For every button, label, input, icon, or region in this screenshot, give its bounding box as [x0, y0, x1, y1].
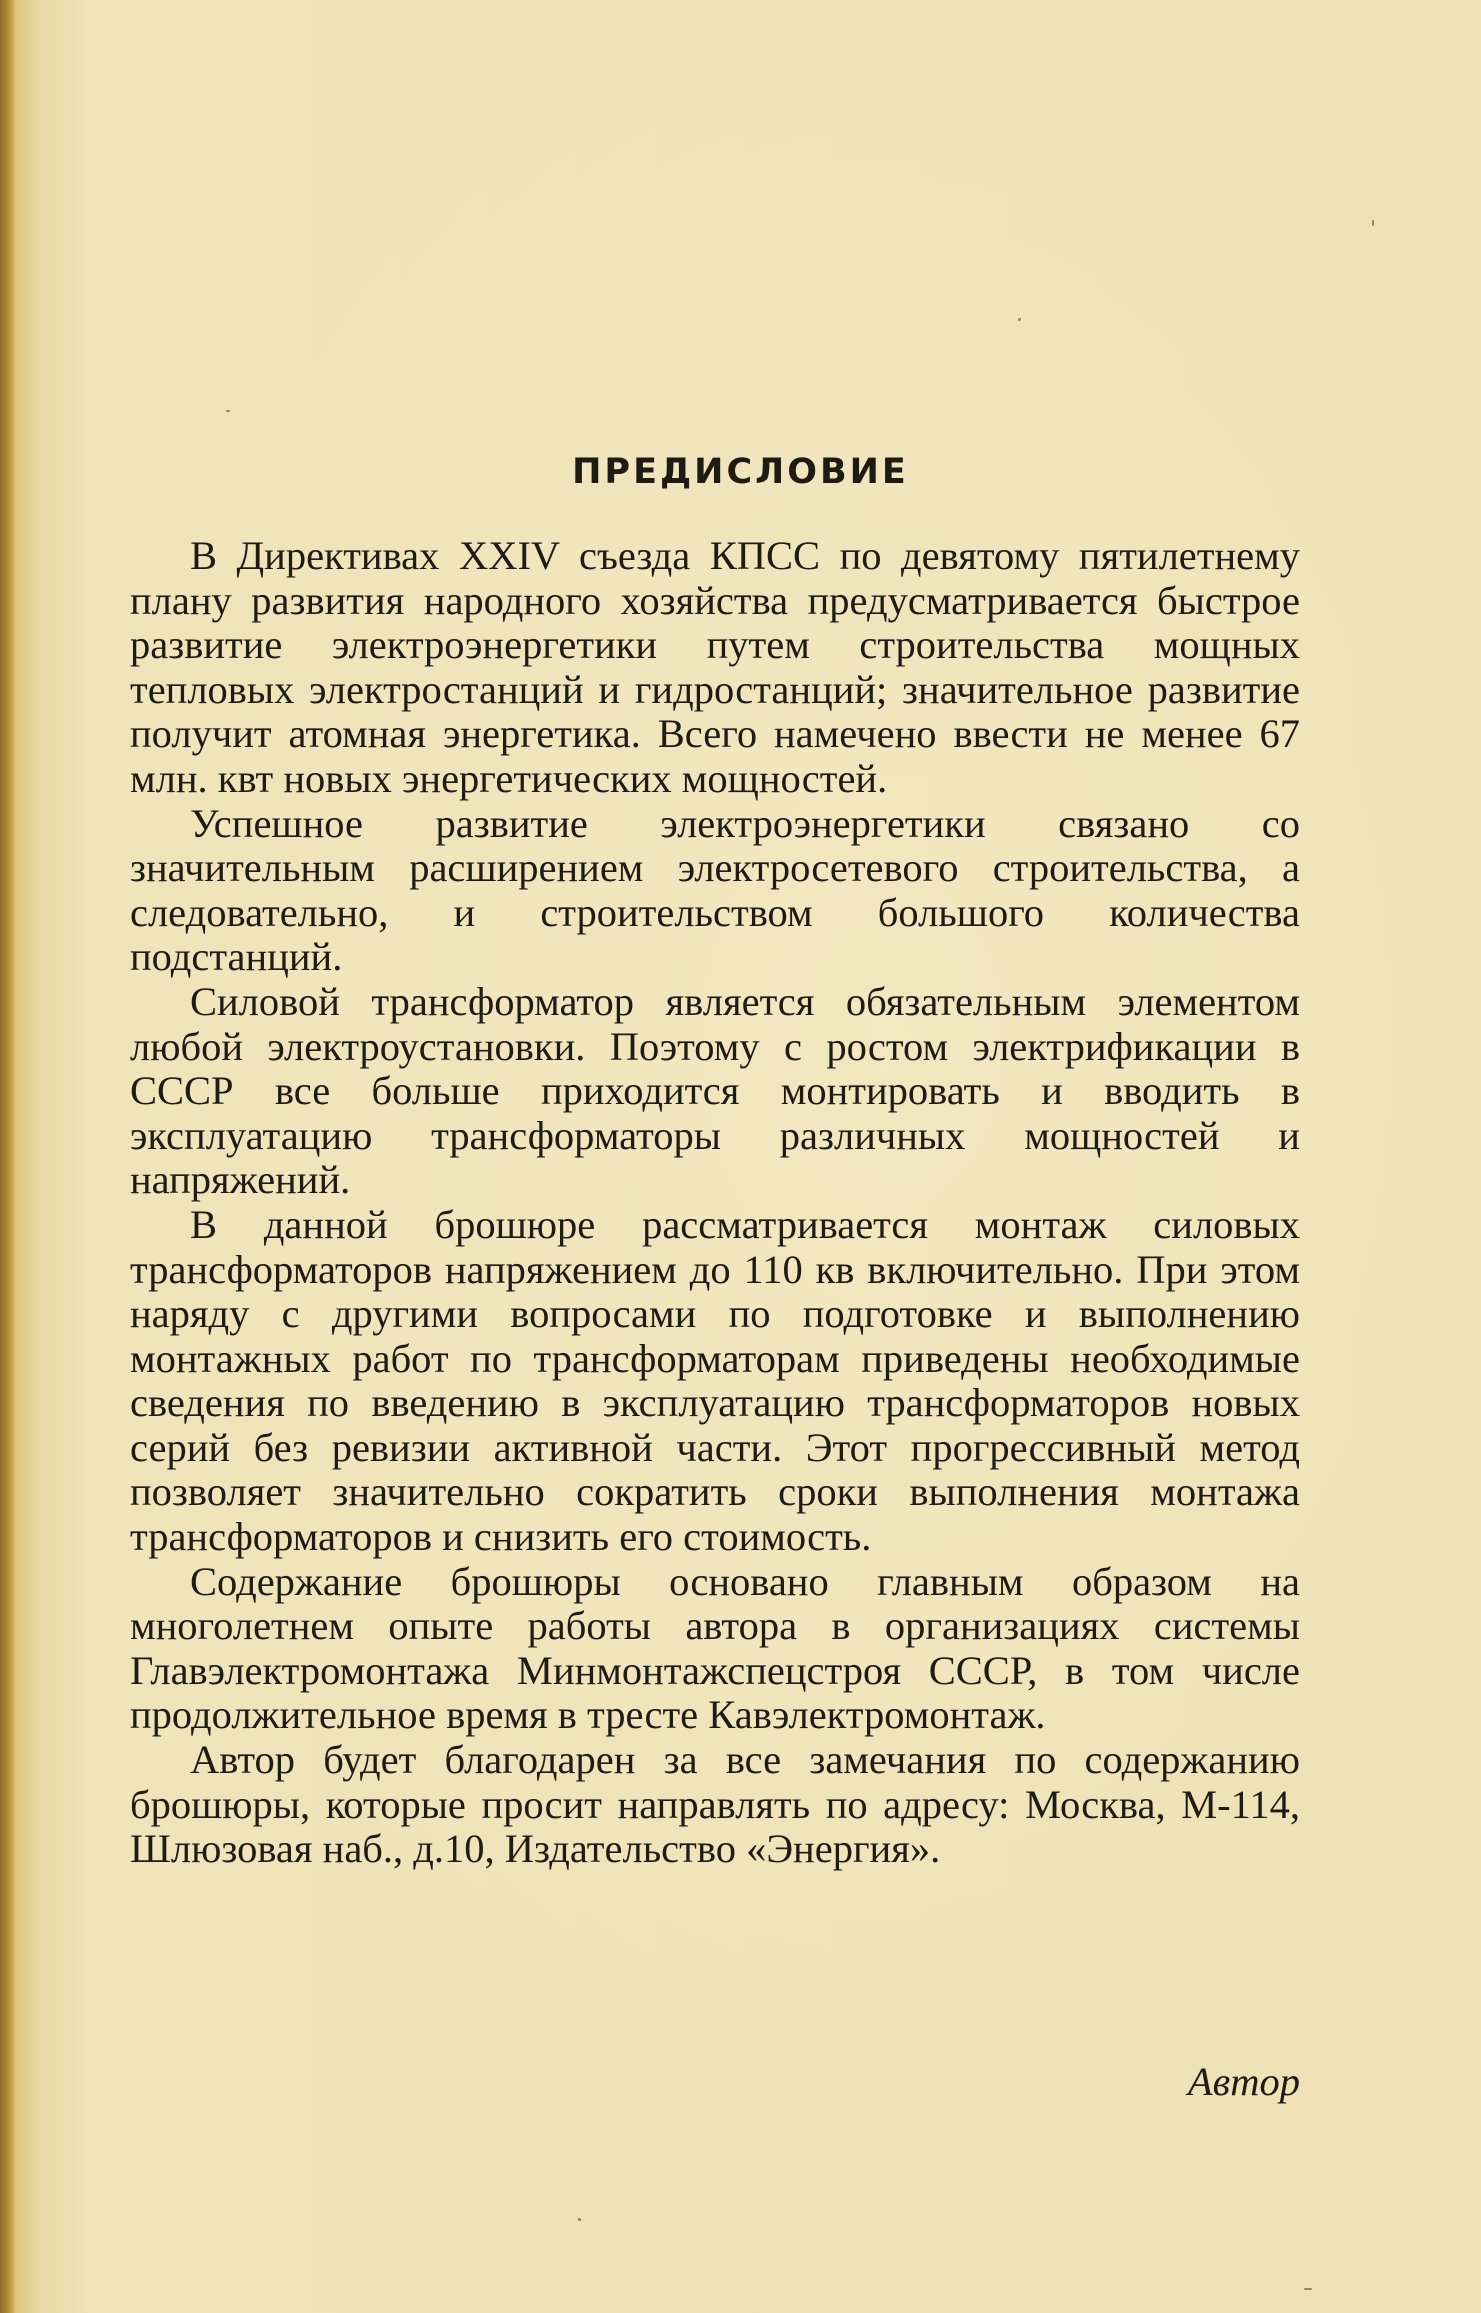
paper-speck	[226, 410, 230, 412]
preface-body	[130, 534, 1300, 1872]
paper-speck	[1372, 220, 1374, 226]
paragraph: В данной брошюре рассматривается монтаж силовых трансформаторов напряжением до 110 кв включительно. При этом наряду с другими вопросами по подготовке и выполнению монтажных работ по трансформаторам приведены необходимые сведения по введению в эксплуатацию трансформаторов новых серий без ревизии активной части. Этот прогрессивный метод позволяет значительно сократить сроки выполнения монтажа трансформаторов и снизить его стоимость.	[130, 1201, 1300, 1560]
paragraph: Автор будет благодарен за все замечания по содержанию брошюры, которые просит направлять по адресу: Москва, М-114, Шлюзовая наб., д.10, Издательство «Энергия».	[130, 1737, 1300, 1872]
paper-speck	[1304, 2288, 1312, 2290]
author-signature: Автор	[1187, 2059, 1300, 2104]
page-title: ПРЕДИСЛОВИЕ	[572, 452, 909, 492]
paragraph: Содержание брошюры основано главным образом на многолетнем опыте работы автора в организациях системы Главэлектромонтажа Минмонтажспецстроя СССР, в том числе продолжительное время в тресте Кавэлектромонтаж.	[130, 1558, 1300, 1738]
paragraph: Силовой трансформатор является обязательным элементом любой электроустановки. Поэтому с ростом электрификации в СССР все больше приходится монтировать и вводить в эксплуатацию трансформаторы различных мощностей и напряжений.	[130, 978, 1300, 1203]
binding-shadow	[0, 0, 16, 2313]
paragraph: Успешное развитие электроэнергетики связано со значительным расширением электросетевого строительства, а следовательно, и строительством большого количества подстанций.	[130, 800, 1300, 980]
paragraph: В Директивах XXIV съезда КПСС по девятому пятилетнему плану развития народного хозяйства предусматривается быстрое развитие электроэнергетики путем строительства мощных тепловых электростанций и гидростанций; значительное развитие получит атомная энергетика. Всего намечено ввести не менее 67 млн. квт новых энергетических мощностей.	[130, 533, 1300, 801]
paper-speck	[1018, 318, 1021, 321]
paper-speck	[578, 2218, 581, 2221]
